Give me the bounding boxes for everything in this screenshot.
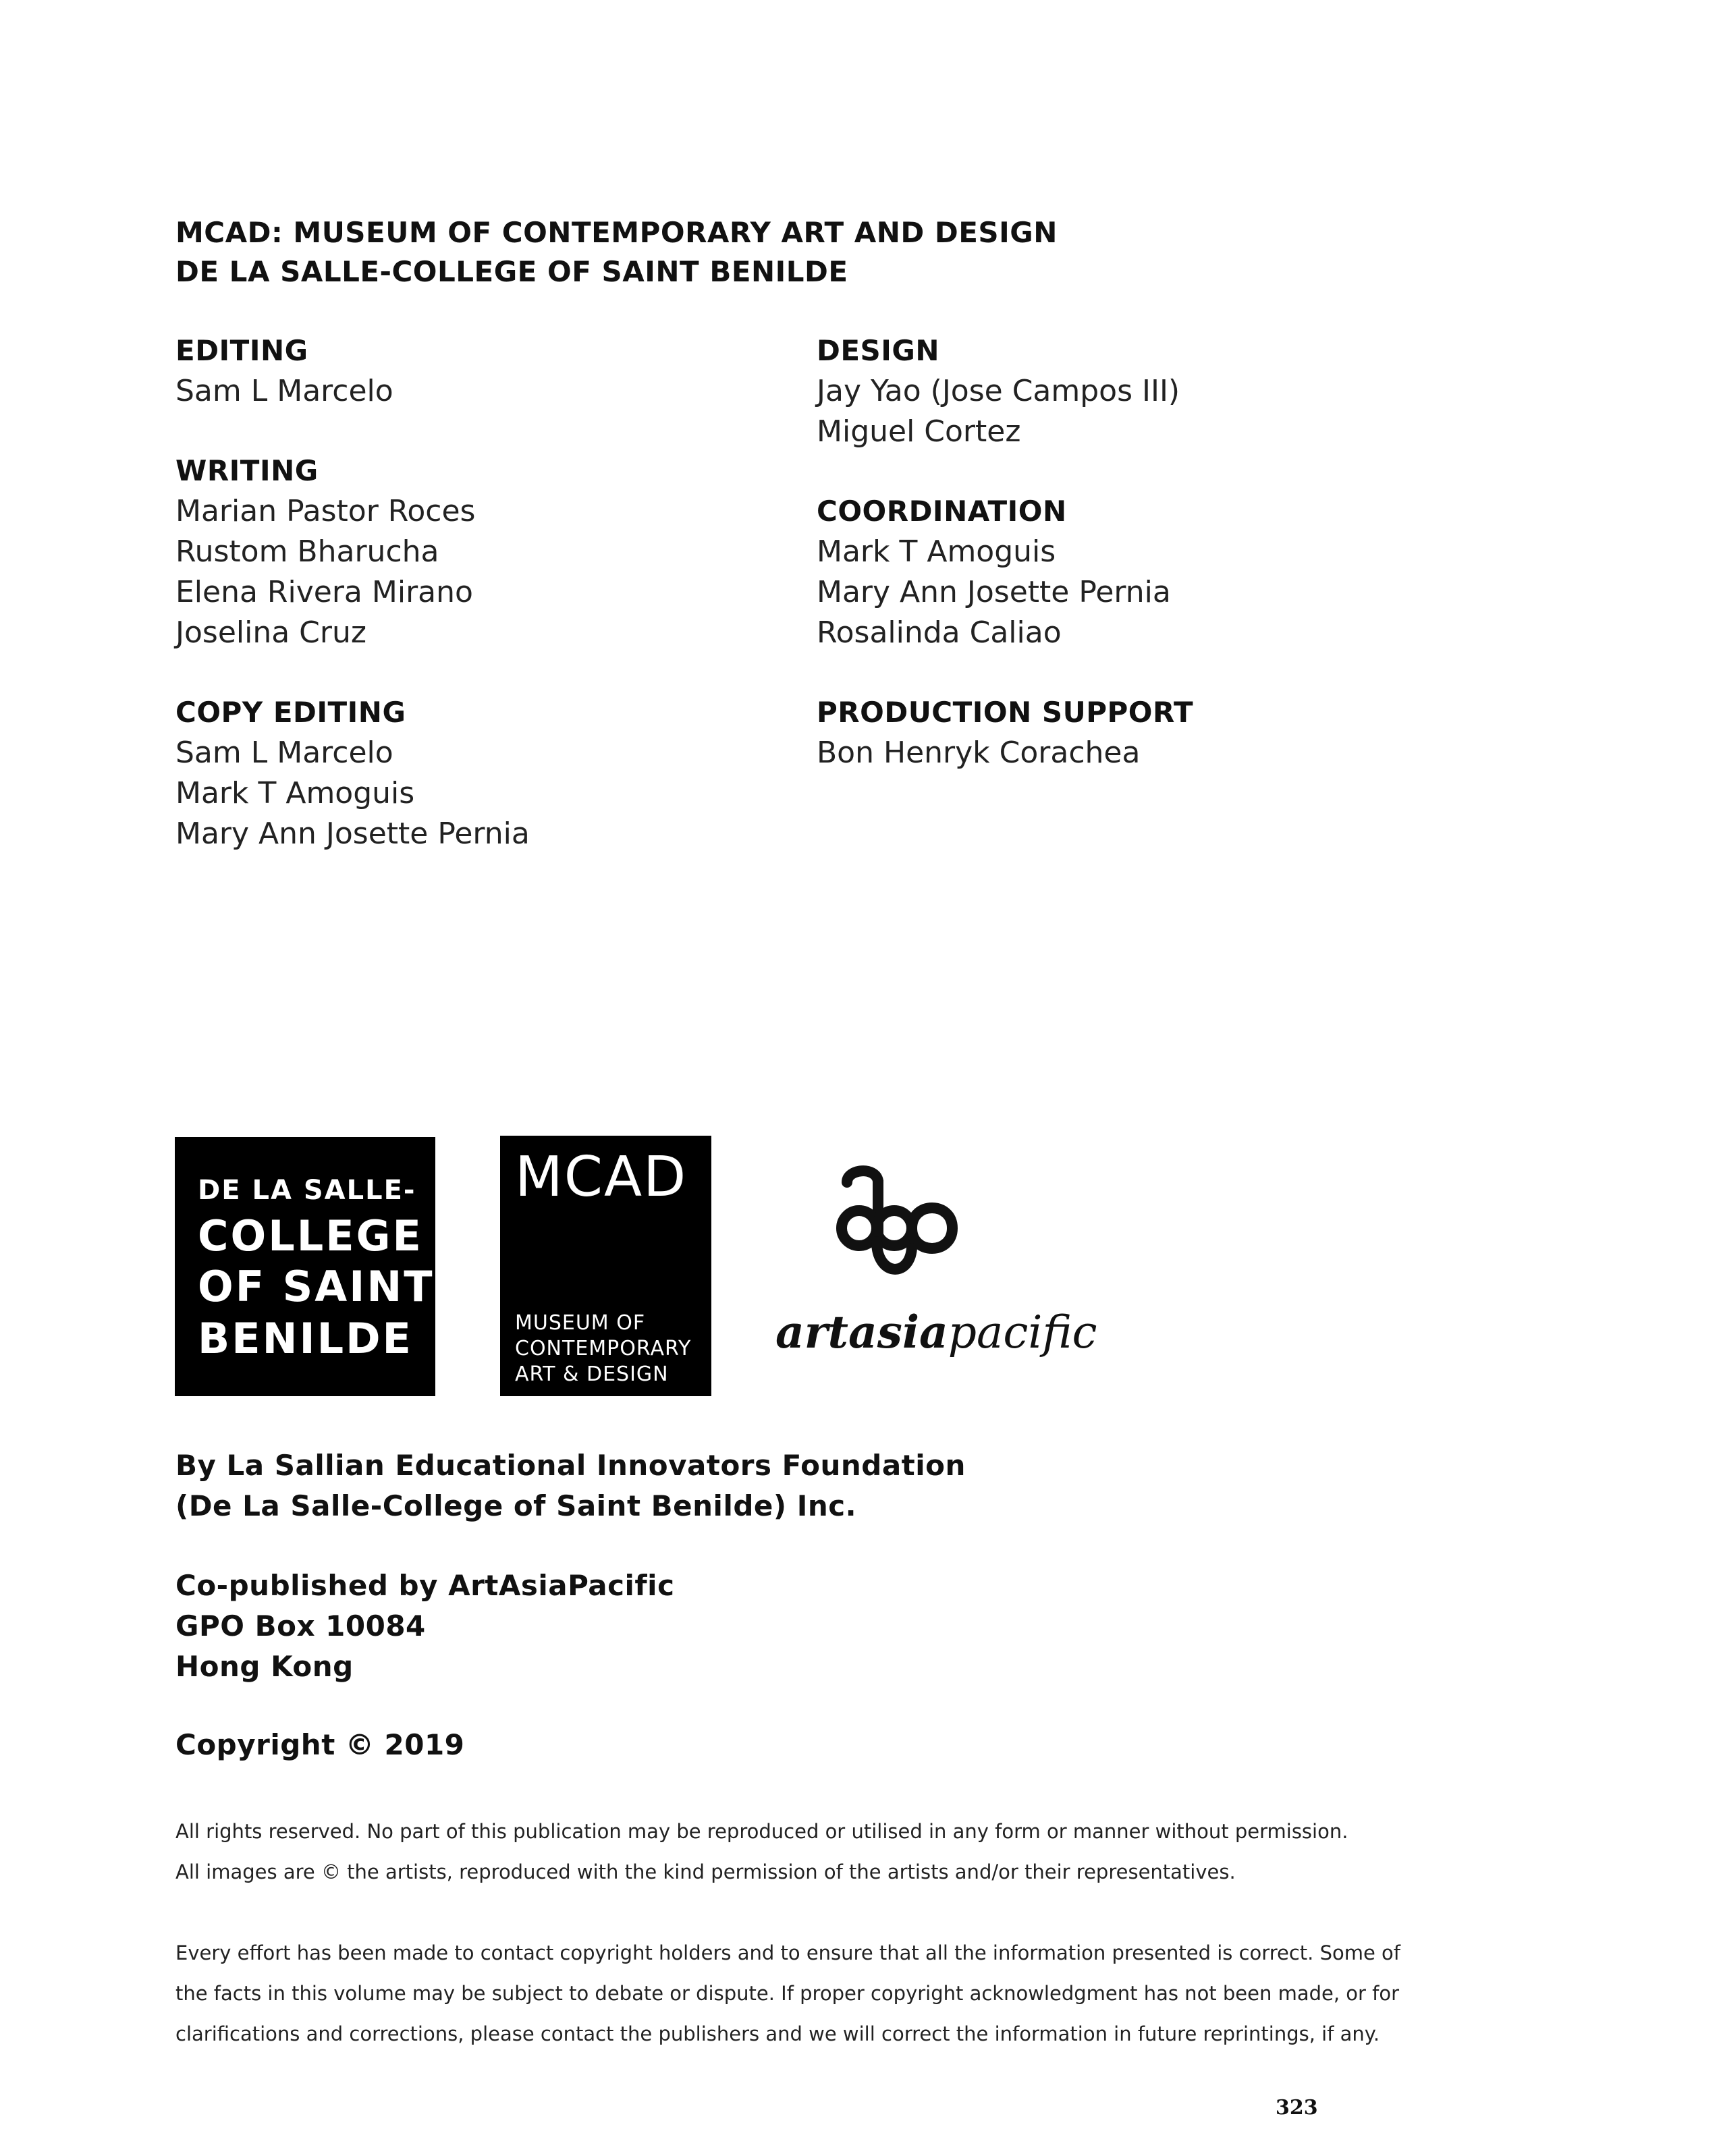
credit-name: Mark T Amoguis xyxy=(175,776,415,810)
artasiapacific-logo xyxy=(773,1161,1097,1377)
aap-wordmark-regular: pacific xyxy=(948,1306,1097,1358)
section-title: WRITING xyxy=(175,454,319,487)
disclaimer-line-3: clarifications and corrections, please contact the publishers and we will correct the information in future reprintings, if any. xyxy=(175,2022,1380,2045)
dlsu-logo-line: BENILDE xyxy=(198,1314,413,1363)
credit-name: Rustom Bharucha xyxy=(175,534,439,569)
dlsu-logo-line: DE LA SALLE- xyxy=(198,1175,416,1206)
credit-section-production-support xyxy=(817,692,1424,773)
disclaimer-line-2: the facts in this volume may be subject to debate or dispute. If proper copyright acknowledgment has not been made, or for xyxy=(175,1982,1400,2005)
publisher-line-2: (De La Salle-College of Saint Benilde) Inc. xyxy=(175,1489,857,1522)
credit-name: Miguel Cortez xyxy=(817,414,1021,449)
disclaimer-line-1: Every effort has been made to contact copyright holders and to ensure that all the information presented is correct. Some of xyxy=(175,1941,1400,1964)
aap-wordmark-bold: artasia xyxy=(775,1306,948,1358)
credit-name: Elena Rivera Mirano xyxy=(175,575,473,609)
page-number: 323 xyxy=(1276,2096,1318,2120)
credit-name: Bon Henryk Corachea xyxy=(817,736,1141,770)
mcad-logo-subtitle: MUSEUM OF xyxy=(515,1311,646,1335)
credit-name: Mary Ann Josette Pernia xyxy=(175,817,530,851)
credit-name: Joselina Cruz xyxy=(175,615,366,650)
copyright-line: Copyright © 2019 xyxy=(175,1728,465,1761)
rights-line-2: All images are © the artists, reproduced with the kind permission of the artists and/or their representatives. xyxy=(175,1860,1236,1883)
credit-name: Sam L Marcelo xyxy=(175,736,393,770)
credits-right-column xyxy=(817,331,1424,812)
credits-left-column xyxy=(175,331,783,893)
mcad-logo-title: MCAD xyxy=(515,1145,688,1209)
section-title: DESIGN xyxy=(817,334,940,367)
dlsu-logo-line: OF SAINT xyxy=(198,1262,435,1311)
credit-name: Mark T Amoguis xyxy=(817,534,1056,569)
section-title: EDITING xyxy=(175,334,308,367)
credit-name: Sam L Marcelo xyxy=(175,374,393,408)
copublisher-line-2: GPO Box 10084 xyxy=(175,1609,426,1642)
mcad-logo-subtitle: ART & DESIGN xyxy=(515,1362,669,1386)
dlsu-logo xyxy=(175,1137,435,1396)
mcad-logo-subtitle: CONTEMPORARY xyxy=(515,1337,692,1360)
credit-name: Mary Ann Josette Pernia xyxy=(817,575,1171,609)
credit-section-coordination xyxy=(817,491,1424,653)
section-title: PRODUCTION SUPPORT xyxy=(817,696,1194,729)
aap-wordmark xyxy=(775,1306,1097,1358)
section-title: COORDINATION xyxy=(817,495,1067,528)
credit-name: Rosalinda Caliao xyxy=(817,615,1062,650)
credit-section-writing xyxy=(175,451,783,653)
heading-line-1: MCAD: MUSEUM OF CONTEMPORARY ART AND DESIGN xyxy=(175,216,1058,249)
aap-monogram-icon xyxy=(834,1161,975,1296)
credit-section-copy-editing xyxy=(175,692,783,854)
page-heading xyxy=(175,213,1058,292)
credit-name: Marian Pastor Roces xyxy=(175,494,476,528)
credit-section-editing xyxy=(175,331,783,412)
credit-name: Jay Yao (Jose Campos III) xyxy=(817,374,1180,408)
mcad-logo xyxy=(500,1136,711,1396)
dlsu-logo-line: COLLEGE xyxy=(198,1211,423,1261)
publisher-line-1: By La Sallian Educational Innovators Foundation xyxy=(175,1449,966,1482)
copublisher-line-3: Hong Kong xyxy=(175,1650,354,1683)
rights-line-1: All rights reserved. No part of this publication may be reproduced or utilised in any form or manner without permission. xyxy=(175,1820,1348,1843)
copublisher-line-1: Co-published by ArtAsiaPacific xyxy=(175,1569,675,1602)
section-title: COPY EDITING xyxy=(175,696,406,729)
heading-line-2: DE LA SALLE-COLLEGE OF SAINT BENILDE xyxy=(175,255,848,288)
credit-section-design xyxy=(817,331,1424,452)
